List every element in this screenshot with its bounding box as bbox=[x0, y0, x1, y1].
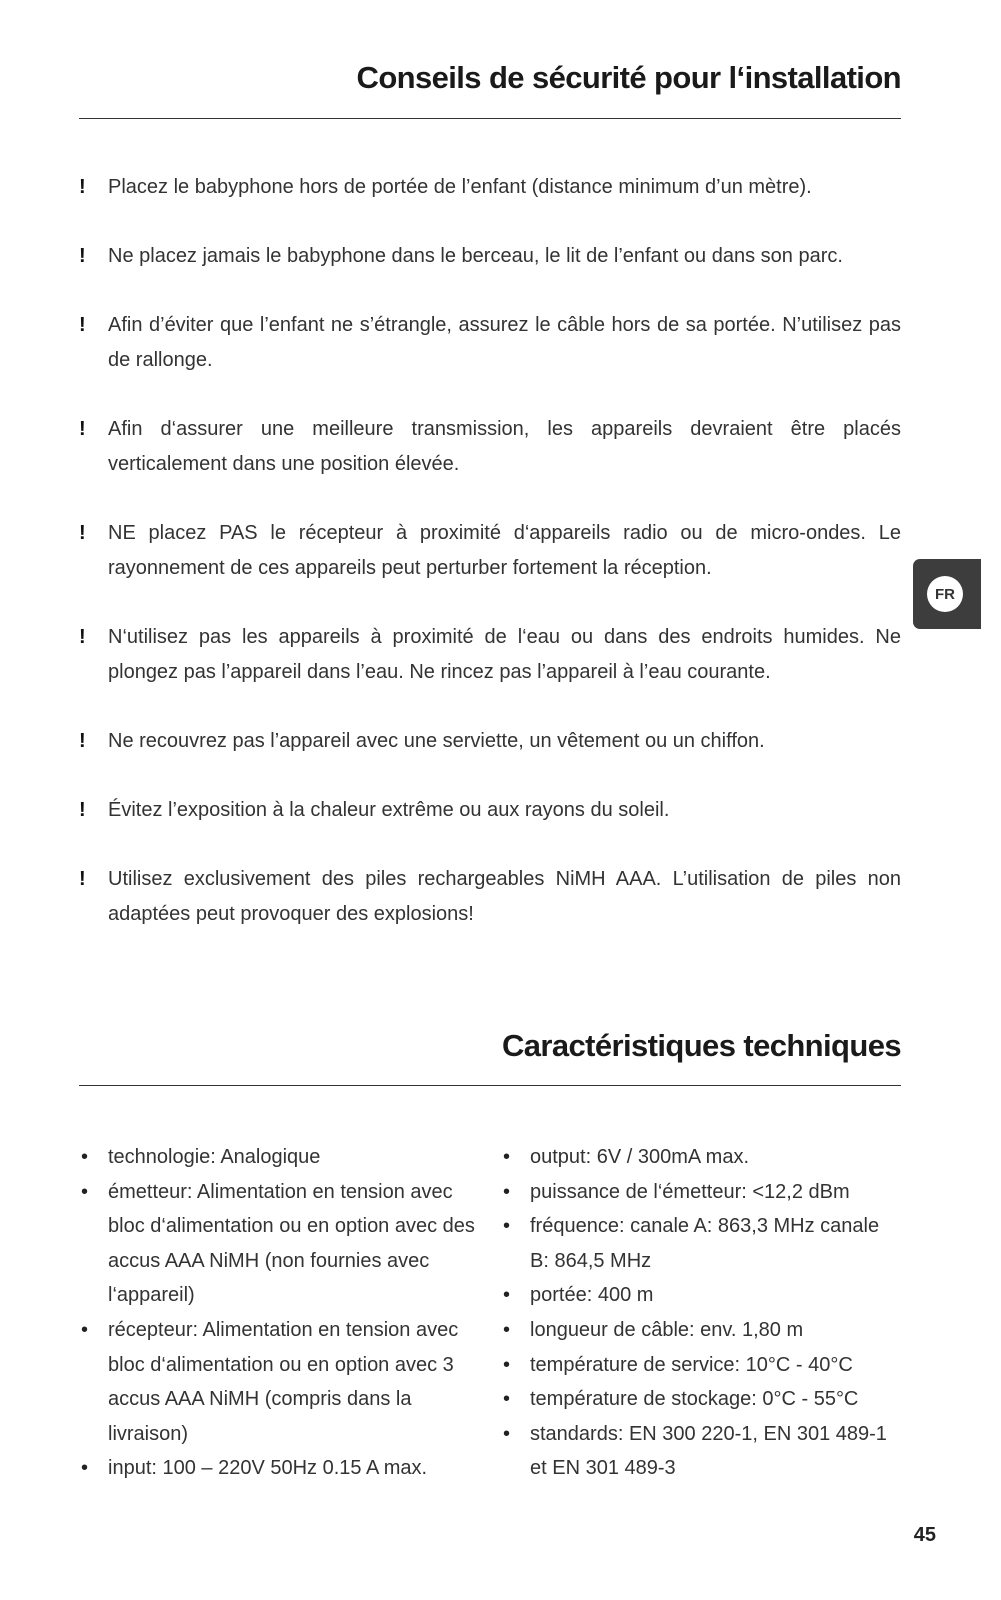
spec-item bbox=[79, 1313, 479, 1451]
spec-text: technologie: Analogique bbox=[108, 1146, 321, 1168]
page-number: 45 bbox=[913, 1524, 936, 1546]
exclamation-icon: ! bbox=[79, 522, 86, 544]
exclamation-icon: ! bbox=[79, 176, 86, 198]
exclamation-icon: ! bbox=[79, 868, 86, 890]
spec-text: fréquence: canale A: 863,3 MHz canale B: 864,5 MHz bbox=[530, 1215, 880, 1272]
safety-warning-list bbox=[79, 170, 901, 932]
warning-text: NE placez PAS le récepteur à proximité d‘appareils radio ou de micro-ondes. Le rayonnement de ces appareils peut perturber fortement la réception. bbox=[108, 522, 901, 579]
bullet-icon: • bbox=[81, 1180, 89, 1203]
language-badge: FR bbox=[927, 576, 963, 612]
spec-item bbox=[501, 1382, 901, 1417]
specs-list-right bbox=[501, 1140, 901, 1486]
specs-section-title: Caractéristiques techniques bbox=[501, 1028, 901, 1063]
spec-item bbox=[501, 1175, 901, 1210]
spec-text: température de service: 10°C - 40°C bbox=[530, 1353, 853, 1376]
spec-text: output: 6V / 300mA max. bbox=[530, 1146, 750, 1168]
spec-text: standards: EN 300 220-1, EN 301 489-1 et EN 301 489-3 bbox=[530, 1422, 887, 1480]
bullet-icon: • bbox=[503, 1180, 511, 1203]
safety-section-title: Conseils de sécurité pour l‘installation bbox=[356, 60, 901, 95]
spec-item bbox=[501, 1209, 901, 1278]
spec-item bbox=[79, 1140, 479, 1175]
bullet-icon: • bbox=[503, 1422, 511, 1445]
warning-item bbox=[79, 620, 901, 690]
warning-text: Ne recouvrez pas l’appareil avec une serviette, un vêtement ou un chiffon. bbox=[108, 730, 765, 752]
bullet-icon: • bbox=[503, 1388, 511, 1411]
bullet-icon: • bbox=[503, 1353, 511, 1376]
exclamation-icon: ! bbox=[79, 245, 86, 267]
warning-item bbox=[79, 412, 901, 482]
warning-text: Évitez l’exposition à la chaleur extrême ou aux rayons du soleil. bbox=[108, 799, 670, 821]
bullet-icon: • bbox=[503, 1215, 511, 1238]
warning-text: Utilisez exclusivement des piles rechargeables NiMH AAA. L’utilisation de piles non adaptées peut provoquer des explosions! bbox=[108, 868, 901, 925]
bullet-icon: • bbox=[503, 1318, 511, 1341]
spec-item bbox=[501, 1348, 901, 1383]
bullet-icon: • bbox=[503, 1146, 511, 1168]
language-tab bbox=[913, 559, 981, 629]
warning-item bbox=[79, 862, 901, 932]
bullet-icon: • bbox=[81, 1457, 89, 1480]
spec-item bbox=[501, 1278, 901, 1313]
spec-item bbox=[79, 1175, 479, 1313]
specs-title-rule bbox=[79, 1085, 901, 1086]
spec-text: input: 100 – 220V 50Hz 0.15 A max. bbox=[108, 1457, 428, 1480]
spec-item bbox=[501, 1313, 901, 1348]
spec-text: température de stockage: 0°C - 55°C bbox=[530, 1388, 859, 1411]
warning-item bbox=[79, 516, 901, 586]
spec-item bbox=[79, 1451, 479, 1486]
warning-text: Placez le babyphone hors de portée de l’enfant (distance minimum d’un mètre). bbox=[108, 176, 812, 198]
spec-text: récepteur: Alimentation en tension avec bloc d‘alimentation ou en option avec 3 accus AAA NiMH (compris dans la livraison) bbox=[108, 1318, 459, 1445]
warning-text: Ne placez jamais le babyphone dans le berceau, le lit de l’enfant ou dans son parc. bbox=[108, 245, 843, 267]
exclamation-icon: ! bbox=[79, 626, 86, 648]
warning-item bbox=[79, 239, 901, 274]
warning-item bbox=[79, 308, 901, 378]
exclamation-icon: ! bbox=[79, 799, 86, 821]
safety-title-rule bbox=[79, 118, 901, 119]
warning-item bbox=[79, 724, 901, 759]
spec-text: puissance de l‘émetteur: <12,2 dBm bbox=[530, 1180, 850, 1203]
spec-text: portée: 400 m bbox=[530, 1284, 654, 1307]
warning-item bbox=[79, 170, 901, 205]
exclamation-icon: ! bbox=[79, 314, 86, 336]
warning-text: Afin d’éviter que l’enfant ne s’étrangle, assurez le câble hors de sa portée. N’utilisez pas de rallonge. bbox=[108, 314, 901, 371]
specs-list-left bbox=[79, 1140, 479, 1486]
exclamation-icon: ! bbox=[79, 730, 86, 752]
spec-item bbox=[501, 1417, 901, 1486]
bullet-icon: • bbox=[503, 1284, 511, 1307]
exclamation-icon: ! bbox=[79, 418, 86, 440]
bullet-icon: • bbox=[81, 1146, 89, 1168]
spec-text: longueur de câble: env. 1,80 m bbox=[530, 1318, 804, 1341]
spec-text: émetteur: Alimentation en tension avec bloc d‘alimentation ou en option avec des accus AAA NiMH (non fournies avec l‘appareil) bbox=[108, 1180, 475, 1307]
warning-text: Afin d‘assurer une meilleure transmission, les appareils devraient être placés verticalement dans une position élevée. bbox=[108, 418, 901, 475]
bullet-icon: • bbox=[81, 1318, 89, 1341]
warning-text: N‘utilisez pas les appareils à proximité de l‘eau ou dans des endroits humides. Ne plongez pas l’appareil dans l’eau. Ne rincez pas l’appareil à l’eau courante. bbox=[108, 626, 901, 683]
warning-item bbox=[79, 793, 901, 828]
spec-item bbox=[501, 1140, 901, 1175]
